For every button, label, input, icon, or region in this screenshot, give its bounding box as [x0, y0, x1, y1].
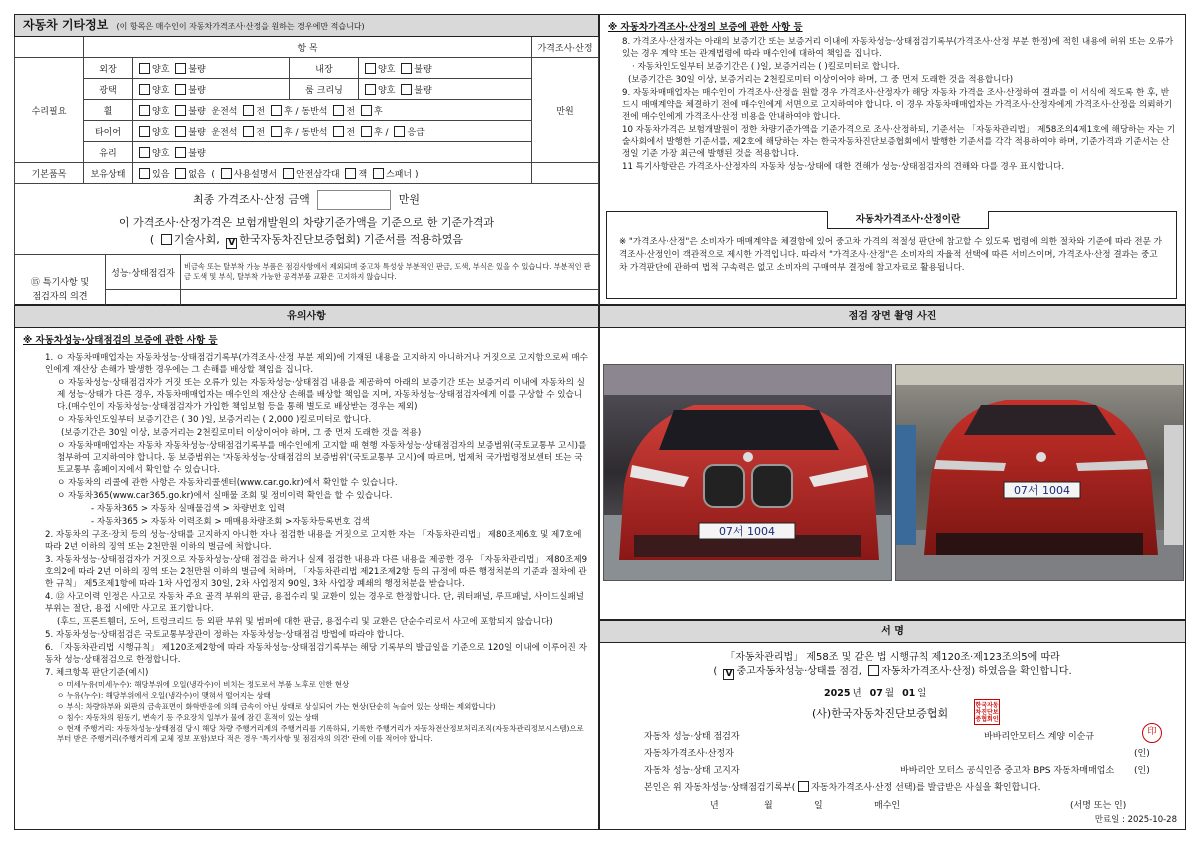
- notice-item-6a: - 자동차365 > 자동차 실매물검색 > 차량번호 입력: [91, 504, 286, 514]
- bad-label: 불량: [188, 64, 206, 75]
- spanner-checkbox[interactable]: [373, 168, 384, 179]
- kadwa-label: 한국자동차진단보증협회): [239, 232, 361, 246]
- room-cleaning-label: 룸 크리닝: [290, 79, 359, 100]
- manual-label: 사용설명서: [233, 169, 278, 180]
- vehicle-other-info-panel: [14, 14, 599, 305]
- notice-item-12d: ㅇ 침수: 자동차의 원동기, 변속기 등 주요장치 일부가 물에 잠긴 흔적이 있는 상태: [57, 713, 319, 722]
- tech-society-checkbox[interactable]: [161, 234, 172, 245]
- exterior-good-checkbox[interactable]: [139, 63, 150, 74]
- notice-item-4: ㅇ 자동차매매업자는 자동차 자동차성능·상태점검기록부를 매수인에게 고지할 때 현행 자동차성능·상태점검자의 보증범위(국토교통부 고시)를 첨부하여 고지하여야 합니다. 동 보증범위는 '자동차성능·상태점검의 보증범위'(국토교통부 고시)에 따르며, 법제처 국가법령정보센터 또는 국토교통부 홈페이지에서 확인할 수 있습니다.: [57, 441, 587, 475]
- org-seal-stamp: 한국자동차진단보증협회인: [974, 699, 1000, 725]
- emergency-label: 응급: [407, 127, 425, 138]
- price-item-11: 11 특기사항란은 가격조사·산정자의 자동차 성능·상태에 대한 견해가 성능·상태점검자의 견해와 다를 경우 표시합니다.: [622, 162, 1065, 172]
- price-inspector-sign-label: 자동차가격조사·산정자: [644, 749, 734, 759]
- perf-inspector-label: 성능·상태점검자: [106, 255, 181, 290]
- glass-good-checkbox[interactable]: [139, 147, 150, 158]
- notice-item-12c: ㅇ 부식: 차량하부와 외판의 금속표면이 화학반응에 의해 금속이 아닌 상태로 상실되어 가는 현상(단순히 녹슬어 있는 상태는 제외합니다): [57, 702, 496, 711]
- signature-org: (사)한국자동차진단보증협회: [812, 707, 949, 720]
- glass-label: 유리: [84, 142, 133, 163]
- buyer-confirm-text: 본인은 위 자동차성능·상태점검기록부(: [644, 783, 796, 793]
- final-price-unit: 만원: [398, 192, 420, 206]
- tire-emergency-checkbox[interactable]: [394, 126, 405, 137]
- perf-inspector-note: 비금속 또는 탈부착 가능 부품은 점검사항에서 제외되며 중고차 특성상 부분적인 판금, 도색, 부식은 있을 수 있습니다. 부분적인 판금 도색 및 부식, 탈부착 가능한 공격부품 교환은 고지하지 않습니다.: [181, 255, 599, 290]
- hold-status-label: 보유상태: [84, 163, 133, 184]
- price-check-label: 자동차가격조사·산정) 하였음을 확인합니다.: [881, 666, 1072, 677]
- front-label: 전: [346, 106, 356, 117]
- date-year: 2025: [824, 688, 851, 699]
- vehicle-other-info-header: [15, 15, 598, 37]
- repair-needed-label: 수리필요: [15, 58, 84, 163]
- tire-passenger-front-checkbox[interactable]: [333, 126, 344, 137]
- good-label: 양호: [152, 106, 170, 117]
- notice-item-12b: ㅇ 누유(누수): 해당부위에서 오일(냉각수)이 맺혀서 떨어지는 상태: [57, 691, 271, 700]
- buyer-label: 매수인: [874, 801, 901, 811]
- front-label: 전: [346, 127, 356, 138]
- signature-header: 서 명: [600, 621, 1185, 643]
- notice-item-6: ㅇ 자동차365(www.car365.go.kr)에서 실매물 조회 및 정비이력 확인을 할 수 있습니다.: [57, 491, 393, 501]
- price-item-9: 9. 자동차매매업자는 매수인이 가격조사·산정을 원할 경우 가격조사·산정자가 해당 자동차 가격을 조사·산정하여 결과를 이 서식에 적도록 한 후, 반드시 매매계약을 체결하기 전에 매수인에게 서면으로 고지하여야 합니다. 이 경우 자동차매매업자는 가격조사·산정자에게 가격조사·산정을 의뢰하기 전에 매수인에게 가격조사·산정 비용을 안내하여야 합니다.: [622, 88, 1173, 122]
- room-clean-bad-checkbox[interactable]: [401, 84, 412, 95]
- manual-checkbox[interactable]: [221, 168, 232, 179]
- date-month-suffix: 월: [884, 688, 895, 699]
- notice-item-11: 6. 「자동차관리법 시행규칙」 제120조제2항에 따라 자동차성능·상태점검기록부는 해당 기록부의 발급일을 기준으로 120일 이내에 이루어진 자동차 성능·상태점검으로 한정합니다.: [45, 643, 587, 665]
- special-notes-label: ⑮ 특기사항 및: [30, 278, 90, 289]
- good-label: 양호: [152, 148, 170, 159]
- triangle-label: 안전삼각대: [296, 169, 340, 180]
- signature-line-1: 「자동차관리법」 제58조 및 같은 법 시행규칙 제120조·제123조의5에 따라: [725, 652, 1060, 663]
- bad-label: 불량: [188, 127, 206, 138]
- vehicle-other-info-title: 자동차 기타정보: [23, 18, 109, 32]
- signature-row-5: [710, 798, 1170, 811]
- perf-check-checkbox[interactable]: V: [723, 669, 734, 680]
- photos-panel: [599, 305, 1186, 620]
- vehicle-other-info-table: 항 목 가격조사·산정 수리필요 외장 양호 불량 내장 양호 불량 만원 광택 양호 불량 룸 크리닝 양호 불량 휠 양호 불량 운전석 전 후 / 동반석 전 후 타이어 양호 불량 운전석 전 후 / 동반석 전 후 / 응급 유리 양호 불량 기본품목 보유상태 있음 없음 ( 사용설명서 안전삼각대 잭 스패너 ) 최종 가격조사·산정 금액 만원 이 가격조사·산정가격은 보험개발원의 차량기준가액을 기준으로 한 기준가격과 ( 기술사회, V 한국자동차진단보증협회) 기준서를 적용하였음: [14, 37, 599, 254]
- signature-line-2: ( V 중고자동차성능·상태를 점검, 자동차가격조사·산정) 하였음을 확인합니다.: [713, 666, 1072, 679]
- perf-inspector-sign-value: 바바리안모터스 계양 이순규: [984, 732, 1095, 742]
- notice-item-2: ㅇ 자동차성능·상태점검자가 거짓 또는 오류가 있는 자동차성능·상태점검 내용을 제공하여 아래의 보증기간 또는 보증거리 이내에 자동차의 실제 성능·상태가 다른 경우, 자동차매매업자는 매수인의 재산상 손해를 배상할 책임을 지며, 자동차성능·상태점검자에게 이를 구상할 수 있습니다.(매수인이 자동차성능·상태점검자가 가입한 책임보험 등을 통해 별도로 배상받는 경우는 제외): [57, 378, 585, 412]
- bad-label: 불량: [414, 85, 432, 96]
- notice-item-9: 4. ⑫ 사고이력 인정은 사고로 자동차 주요 골격 부위의 판금, 용접수리 및 교환이 있는 경우로 한정합니다. 단, 쿼터패널, 루프패널, 사이드실패널 부위는 절단, 용접 시에만 사고로 표기합니다.: [45, 592, 584, 614]
- price-definition-box: [606, 211, 1177, 299]
- bad-label: 불량: [188, 148, 206, 159]
- wheel-label: 휠: [84, 100, 133, 121]
- wheel-bad-checkbox[interactable]: [175, 105, 186, 116]
- kadwa-checkbox[interactable]: V: [226, 238, 237, 249]
- passenger-seat-label: / 동반석: [295, 106, 328, 117]
- rear-car-photo: [895, 364, 1184, 581]
- wheel-passenger-rear-checkbox[interactable]: [361, 105, 372, 116]
- notice-item-9b: (후드, 프론트휀더, 도어, 트렁크리드 등 외판 부위 및 범퍼에 대한 판금, 용접수리 및 교환은 단순수리로서 사고에 포함되지 않습니다): [57, 617, 553, 627]
- notifier-sign-value: 바바리안 모터스 공식인증 중고차 BPS 자동차매매업소: [900, 766, 1115, 776]
- signature-date: [824, 685, 926, 699]
- buyer-price-checkbox[interactable]: [798, 781, 809, 792]
- wheel-driver-rear-checkbox[interactable]: [271, 105, 282, 116]
- exterior-bad-checkbox[interactable]: [175, 63, 186, 74]
- notice-item-12e: ㅇ 현재 주행거리: 자동차성능·상태점검 당시 해당 차량 주행거리계의 주행거리를 기록하되, 기록한 주행거리가 자동차전산정보처리조직(자동차관리정보시스템)으로부터 받은 주행거리(주행거리계 교체 정보 포함)보다 적은 경우 '특기사항 및 점검자의 의견' 란에 이를 적어야 합니다.: [57, 724, 584, 743]
- exterior-label: 외장: [84, 58, 133, 79]
- triangle-checkbox[interactable]: [283, 168, 294, 179]
- tech-society-label: 기술사회,: [173, 232, 220, 246]
- front-label: 전: [256, 127, 266, 138]
- wheel-passenger-front-checkbox[interactable]: [333, 105, 344, 116]
- front-car-image: [604, 365, 891, 580]
- price-item-8b: · 자동차인도일부터 보증기간은 ( )일, 보증거리는 ( )킬로미터로 합니다.: [632, 62, 900, 72]
- notice-item-12: 7. 체크항목 판단기준(예시): [45, 668, 149, 678]
- date-month: 07: [869, 688, 883, 699]
- rear-label: 후: [373, 127, 383, 138]
- tire-driver-front-checkbox[interactable]: [243, 126, 254, 137]
- bad-label: 불량: [188, 106, 206, 117]
- front-label: 전: [256, 106, 266, 117]
- price-inspector-seal: (인): [1134, 749, 1150, 759]
- front-plate-text: 07서 1004: [718, 525, 776, 538]
- interior-bad-checkbox[interactable]: [401, 63, 412, 74]
- good-label: 양호: [152, 64, 170, 75]
- inspector-opinion-label: 점검자의 의견: [32, 292, 88, 303]
- expiry-date: 만료일 : 2025-10-28: [1094, 815, 1177, 825]
- driver-seat-label: 운전석: [211, 106, 238, 117]
- notice-item-3: ㅇ 자동차인도일부터 보증기간은 ( 30 )일, 보증거리는 ( 2,000 )킬로미터로 합니다.: [57, 415, 372, 425]
- driver-seat-label: 운전석: [211, 127, 238, 138]
- final-price-label: 최종 가격조사·산정 금액: [192, 192, 310, 206]
- signature-row-4: [644, 780, 1174, 793]
- gloss-label: 광택: [84, 79, 133, 100]
- notice-heading: ※ 자동차성능·상태점검의 보증에 관한 사항 등: [23, 335, 218, 346]
- jack-label: 잭: [358, 169, 368, 180]
- notice-item-12a: ㅇ 미세누유(미세누수): 해당부위에 오일(냉각수)이 비치는 정도로서 부품 노후로 인한 현상: [57, 680, 350, 689]
- perf-inspector-sign-label: 자동차 성능·상태 점검자: [644, 732, 740, 742]
- price-guarantee-panel: [599, 14, 1186, 305]
- notice-item-8: 3. 자동차성능·상태점검자가 거짓으로 자동차성능·상태 점검을 하거나 실제 점검한 내용과 다른 내용을 제공한 경우 「자동차관리법」 제80조제9호의2에 따라 2년 이하의 징역 또는 2천만원 이하의 벌금에 처하며, 「자동차관리법 제21조제2항 등의 규정에 따른 행정처분의 기준과 절차에 관한 규칙」 제5조제1항에 따라 1차 사업정지 30일, 2차 사업정지 90일, 3차 사업장 폐쇄의 행정처분을 받습니다.: [45, 555, 588, 589]
- buyer-confirm-tail: 자동차가격조사·산정 선택)를 발급받은 사실을 확인합니다.: [811, 783, 1041, 793]
- notice-item-3b: (보증기간은 30일 이상, 보증거리는 2천킬로미터 이상이어야 하며, 그 중 먼저 도래한 것을 적용): [61, 428, 422, 438]
- standard-tail: 기준서를 적용하였음: [363, 232, 464, 246]
- interior-good-checkbox[interactable]: [365, 63, 376, 74]
- wheel-driver-front-checkbox[interactable]: [243, 105, 254, 116]
- date-year-suffix: 년: [852, 688, 862, 699]
- date-day-suffix: 일: [917, 688, 927, 699]
- signature-row-2: [644, 746, 1164, 759]
- notice-list: [23, 352, 590, 744]
- exists-label: 있음: [152, 169, 170, 180]
- notice-item-1: 1. ㅇ 자동차매매업자는 자동차성능·상태점검기록부(가격조사·산정 부분 제외)에 기재된 내용을 고지하지 아니하거나 거짓으로 고지함으로써 매수인에게 재산상 손해가 발생한 경우에는 그 손해를 배상할 책임을 집니다.: [45, 353, 588, 375]
- price-guarantee-heading: ※ 자동차가격조사·산정의 보증에 관한 사항 등: [608, 22, 803, 33]
- basic-items-label: 기본품목: [15, 163, 84, 184]
- repair-price-unit: 만원: [532, 58, 599, 163]
- signature-row-1: [644, 729, 1164, 742]
- photos-header: 점검 장면 촬영 사진: [600, 306, 1185, 328]
- price-definition-title: 자동차가격조사·산정이란: [827, 211, 989, 229]
- gloss-bad-checkbox[interactable]: [175, 84, 186, 95]
- price-check-checkbox[interactable]: [868, 665, 879, 676]
- standard-line: 이 가격조사·산정가격은 보험개발원의 차량기준가액을 기준으로 한 기준가격과: [118, 215, 495, 229]
- buyer-year: 년: [710, 801, 719, 811]
- notice-item-5: ㅇ 자동차의 리콜에 관한 사항은 자동차리콜센터(www.car.go.kr)에서 확인할 수 있습니다.: [57, 478, 398, 488]
- room-clean-good-checkbox[interactable]: [365, 84, 376, 95]
- item-column-header: 항 목: [84, 37, 532, 58]
- rear-plate-text: 07서 1004: [1013, 484, 1071, 497]
- rear-label: 후: [283, 106, 293, 117]
- tire-label: 타이어: [84, 121, 133, 142]
- spanner-label: 스패너: [386, 169, 413, 180]
- good-label: 양호: [152, 127, 170, 138]
- good-label: 양호: [378, 85, 396, 96]
- wheel-good-checkbox[interactable]: [139, 105, 150, 116]
- passenger-seat-label: / 동반석: [295, 127, 328, 138]
- price-item-10: 10 자동차가격은 보험개발원이 정한 차량기준가액을 기준가격으로 조사·산정하되, 기준서는 「자동차관리법」 제58조의4제1호에 해당하는 자는 기술사회에서 발행한 기준서를, 제2호에 해당하는 자는 한국자동차진단보증협회에서 발행한 기준서를 각각 적용하여야 하며, 기준가격과 기준서는 산정일 기준 가장 최근에 발행된 것을 적용합니다.: [622, 125, 1176, 159]
- notifier-sign-label: 자동차 성능·상태 고지자: [644, 766, 740, 776]
- perf-check-label: 중고자동차성능·상태를 점검,: [736, 666, 862, 677]
- tire-driver-rear-checkbox[interactable]: [271, 126, 282, 137]
- tire-good-checkbox[interactable]: [139, 126, 150, 137]
- date-day: 01: [902, 688, 916, 699]
- bad-label: 불량: [188, 85, 206, 96]
- none-label: 없음: [188, 169, 206, 180]
- signature-row-3: [644, 763, 1164, 776]
- price-item-8c: (보증기간은 30일 이상, 보증거리는 2천킬로미터 이상이어야 하며, 그 중 먼저 도래한 것을 적용합니다): [628, 75, 1014, 85]
- tire-passenger-rear-checkbox[interactable]: [361, 126, 372, 137]
- price-definition-text: ※ "가격조사·산정"은 소비자가 매매계약을 체결함에 있어 중고차 가격의 적절성 판단에 참고할 수 있도록 법령에 의한 절차와 기준에 따라 전문 가격조사·산정인이 객관적으로 제시한 가격입니다. 따라서 "가격조사·산정"은 소비자의 자율적 선택에 따른 서비스이며, 가격조사·산정 결과는 중고차 가격판단에 관하여 법적 구속력은 없고 소비자의 구매여부 결정에 참고자료로 활용됩니다.: [619, 237, 1162, 273]
- rear-label: 후: [283, 127, 293, 138]
- inspector-seal-icon: 印: [1142, 723, 1162, 743]
- tire-bad-checkbox[interactable]: [175, 126, 186, 137]
- front-car-photo: [603, 364, 892, 581]
- notice-item-10: 5. 자동차성능·상태점검은 국토교통부장관이 정하는 자동차성능·상태점검 방법에 따라야 합니다.: [45, 630, 405, 640]
- final-price-row: [18, 190, 595, 210]
- good-label: 양호: [152, 85, 170, 96]
- rear-car-image: [896, 365, 1183, 580]
- price-item-8: 8. 가격조사·산정자는 아래의 보증기간 또는 보증거리 이내에 자동차성능·상태점검기록부(가격조사·산정 부분 한정)에 적힌 내용에 허위 또는 오류가 있는 경우 계약 또는 관계법령에 따라 매수인에 대하여 책임을 집니다.: [622, 37, 1174, 59]
- notifier-seal: (인): [1134, 766, 1150, 776]
- vehicle-other-info-note: (이 항목은 매수인이 자동차가격조사·산정을 원하는 경우에만 적습니다): [116, 22, 365, 31]
- hold-none-checkbox[interactable]: [175, 168, 186, 179]
- buyer-month: 월: [764, 801, 773, 811]
- rear-label: 후: [373, 106, 383, 117]
- notice-header: 유의사항: [15, 306, 598, 328]
- notice-panel: [14, 305, 599, 830]
- price-column-header: 가격조사·산정: [532, 37, 599, 58]
- signature-panel: [599, 620, 1186, 830]
- final-price-input[interactable]: [317, 190, 391, 210]
- standard-options: ( 기술사회, V 한국자동차진단보증협회) 기준서를 적용하였음: [149, 232, 464, 248]
- bad-label: 불량: [414, 64, 432, 75]
- hold-exists-checkbox[interactable]: [139, 168, 150, 179]
- price-guarantee-list: [608, 36, 1177, 173]
- notice-item-7: 2. 자동차의 구조·장치 등의 성능·상태를 고지하지 아니한 자나 점검한 내용을 거짓으로 고지한 자는 「자동차관리법」 제80조제6호 및 제7호에 따라 2년 이하의 징역 또는 2천만원 이하의 벌금에 처합니다.: [45, 530, 582, 552]
- jack-checkbox[interactable]: [345, 168, 356, 179]
- gloss-good-checkbox[interactable]: [139, 84, 150, 95]
- good-label: 양호: [378, 64, 396, 75]
- buyer-sign[interactable]: (서명 또는 인): [1070, 801, 1127, 811]
- glass-bad-checkbox[interactable]: [175, 147, 186, 158]
- notice-item-6b: - 자동차365 > 자동차 이력조회 > 매매용차량조회 >자동차등록번호 검색: [91, 517, 370, 527]
- buyer-day: 일: [814, 801, 823, 811]
- interior-label: 내장: [290, 58, 359, 79]
